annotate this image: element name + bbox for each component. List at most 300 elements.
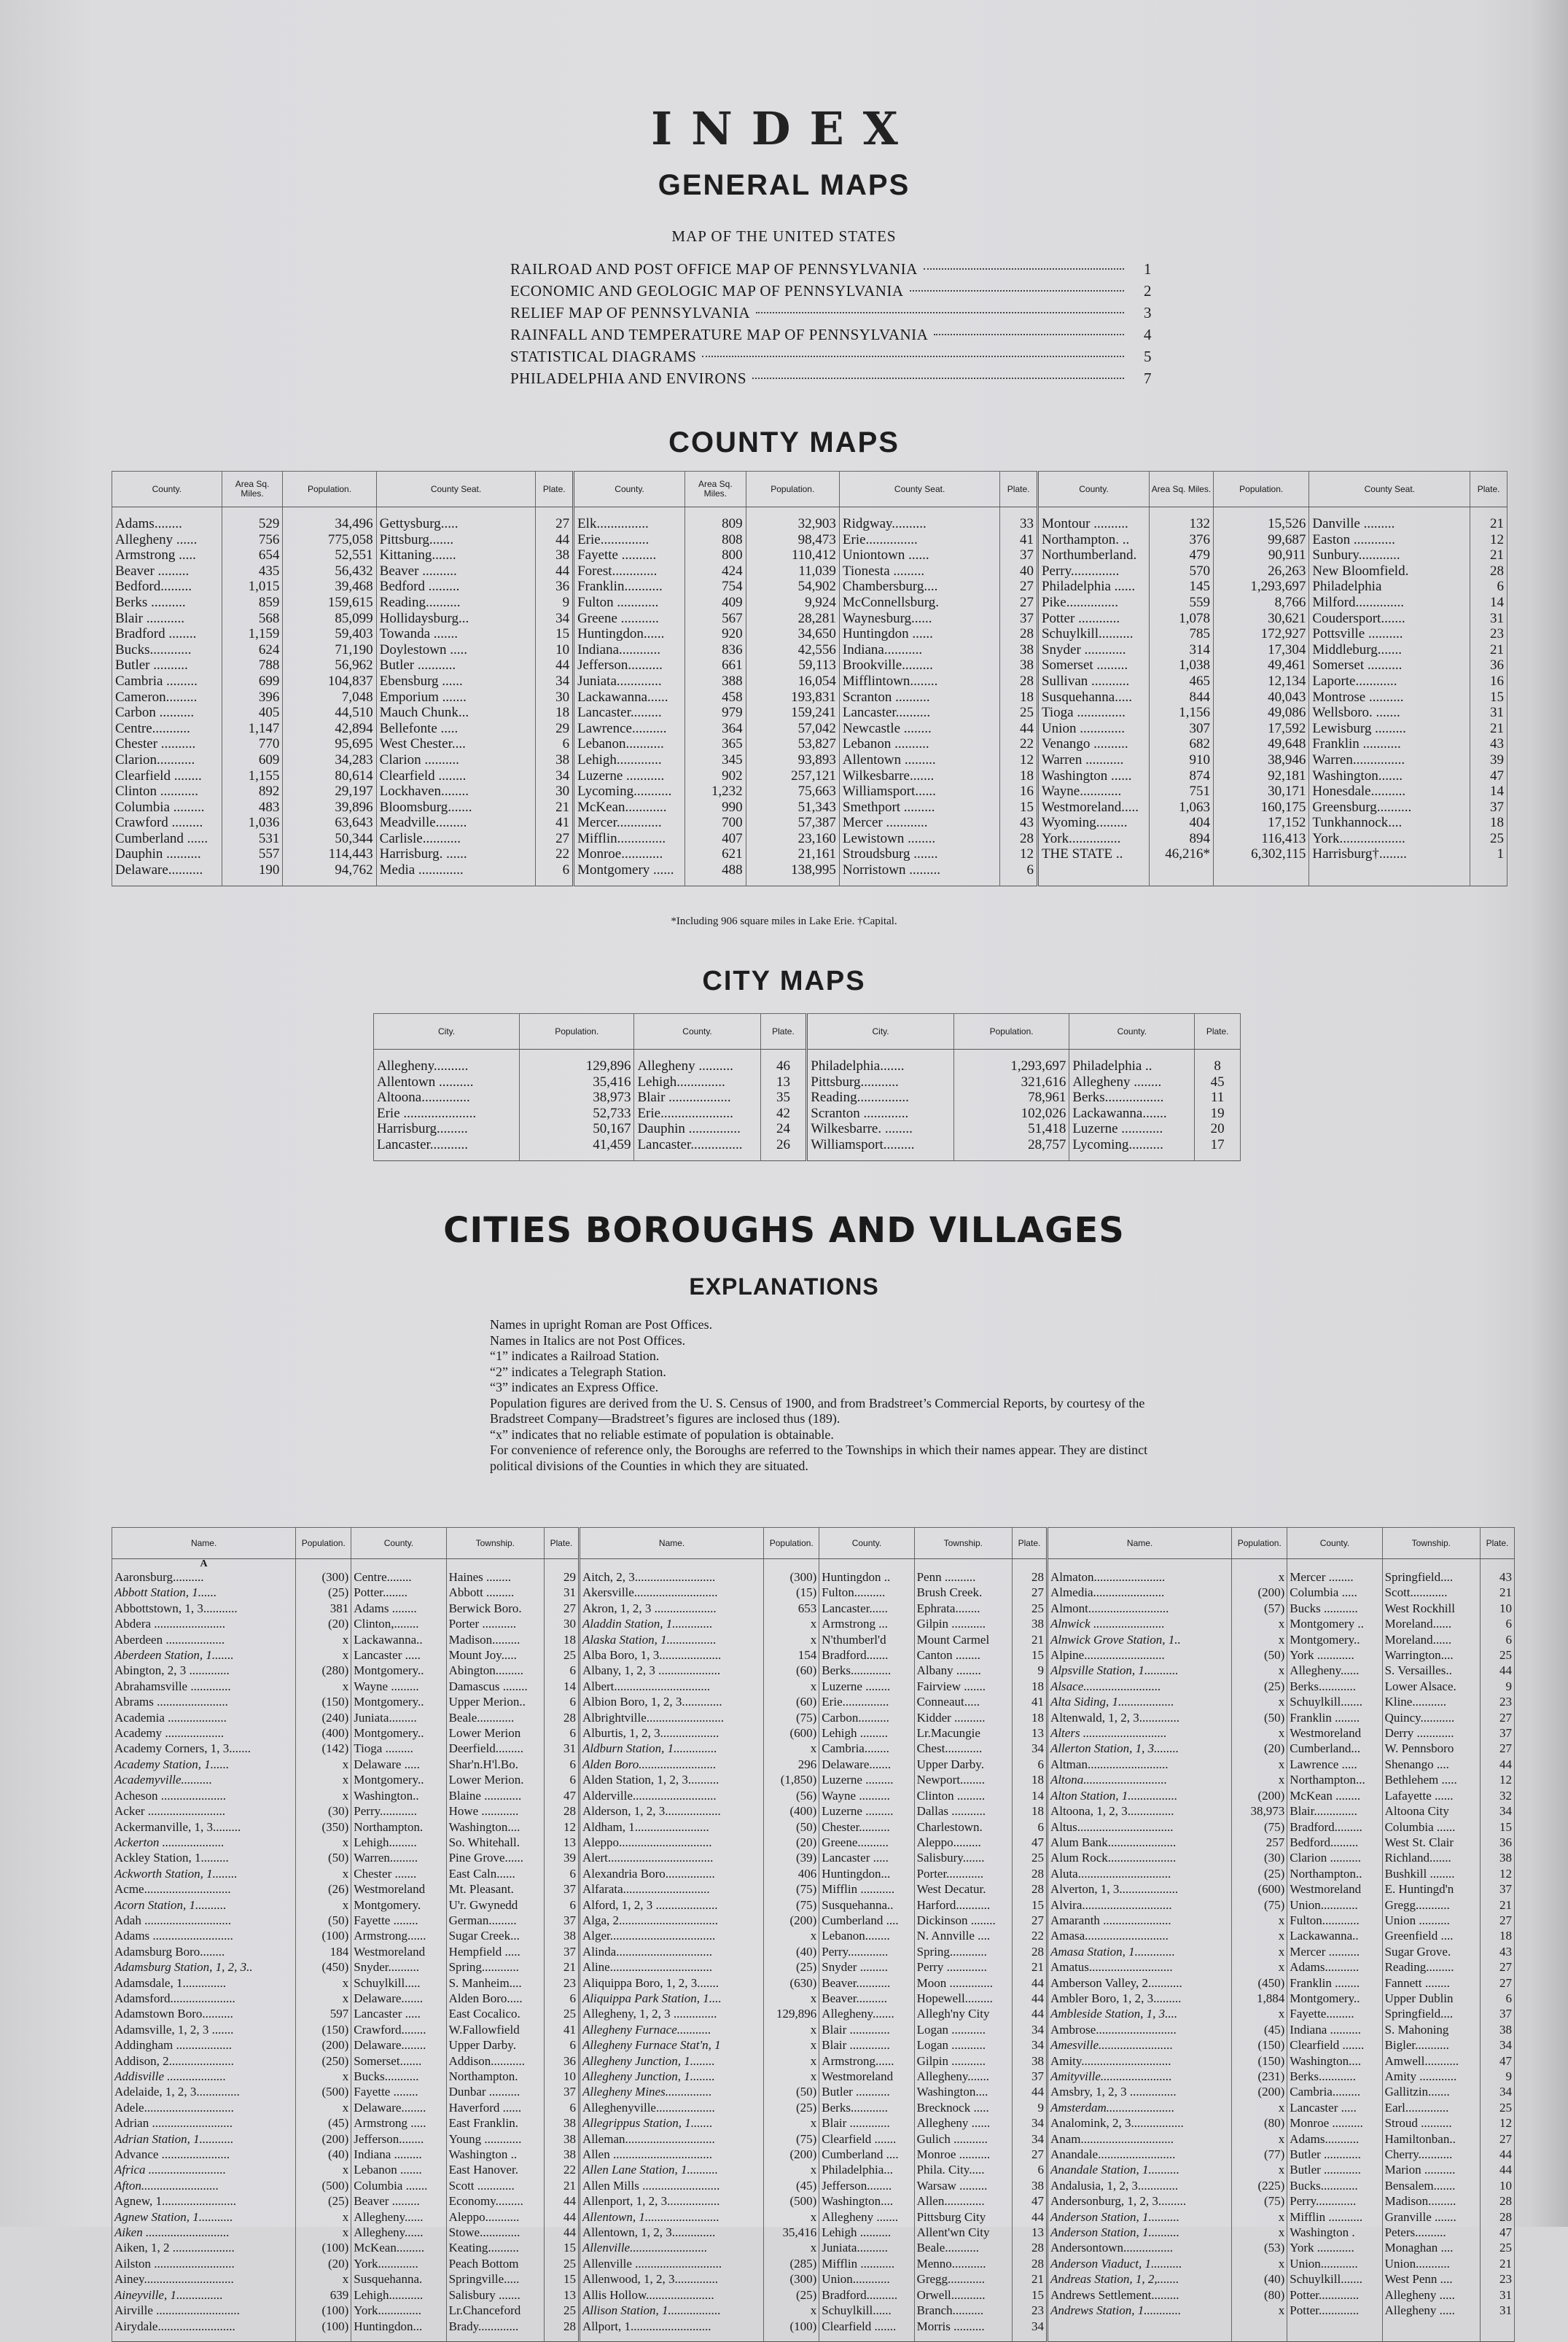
- table-cell: Moreland......: [1382, 1616, 1480, 1631]
- table-row: [112, 1803, 1515, 1819]
- table-cell: 27: [1481, 1710, 1515, 1725]
- table-cell: Brush Creek.: [914, 1585, 1012, 1600]
- spacer-cell: [819, 1559, 914, 1570]
- table-row: [112, 1772, 1515, 1787]
- table-cell: 49,648: [1213, 736, 1308, 752]
- table-cell: Alnwick Grove Station, 1..: [1047, 1632, 1231, 1647]
- table-cell: 874: [1150, 768, 1214, 784]
- column-header: Plate.: [536, 472, 574, 507]
- column-header: Name.: [1047, 1528, 1231, 1559]
- table-cell: Amwell...........: [1382, 2053, 1480, 2069]
- padding-cell: [351, 2334, 446, 2342]
- table-cell: 483: [222, 800, 283, 816]
- table-cell: 9: [536, 595, 574, 611]
- general-map-title: RAINFALL AND TEMPERATURE MAP OF PENNSYLVANIA: [510, 326, 929, 343]
- table-cell: Hamiltonban..: [1382, 2131, 1480, 2147]
- table-cell: 6: [545, 1897, 580, 1913]
- table-cell: Airville ...........................: [112, 2303, 296, 2318]
- table-cell: Alford, 1, 2, 3 ....................: [579, 1897, 763, 1913]
- table-cell: Aline.................................: [579, 1959, 763, 1975]
- table-cell: (30): [296, 1803, 351, 1819]
- table-cell: Cumberland ......: [112, 831, 222, 847]
- table-cell: Aitch, 2, 3..........................: [579, 1569, 763, 1585]
- table-cell: Mount Joy.....: [446, 1647, 544, 1663]
- table-cell: 12: [1481, 2115, 1515, 2131]
- table-row: [112, 2162, 1515, 2177]
- table-row: [112, 1694, 1515, 1709]
- table-cell: Dauphin ...............: [634, 1121, 760, 1137]
- table-cell: 35,416: [764, 2225, 819, 2240]
- table-cell: 34: [1013, 2131, 1048, 2147]
- table-cell: Indiana...........: [839, 642, 999, 658]
- table-cell: Alba Boro, 1, 3....................: [579, 1647, 763, 1663]
- table-cell: 25: [545, 2303, 580, 2318]
- table-cell: 624: [222, 642, 283, 658]
- table-cell: Allen ................................: [579, 2147, 763, 2162]
- column-header: City.: [807, 1014, 954, 1050]
- table-cell: 21: [1481, 1585, 1515, 1600]
- table-cell: Adele.............................: [112, 2100, 296, 2115]
- table-cell: Clearfield ........: [112, 768, 222, 784]
- table-cell: Bigler...........: [1382, 2037, 1480, 2053]
- table-cell: 435: [222, 563, 283, 579]
- table-cell: 1,063: [1150, 800, 1214, 816]
- table-row: [112, 2115, 1515, 2131]
- table-cell: Butler ...........: [376, 657, 536, 674]
- table-cell: Towanda .......: [376, 626, 536, 642]
- table-cell: Lebanon...........: [574, 736, 685, 752]
- spacer-cell: [1481, 1559, 1515, 1570]
- explanation-line: “3” indicates an Express Office.: [490, 1380, 659, 1394]
- table-cell: Emporium .......: [376, 690, 536, 706]
- table-cell: 34: [1481, 1803, 1515, 1819]
- table-row: [112, 1710, 1515, 1725]
- column-header: Population.: [953, 1014, 1069, 1050]
- table-cell: Alfarata............................: [579, 1881, 763, 1897]
- table-cell: Montgomery..: [351, 1772, 446, 1787]
- column-header: Township.: [1382, 1528, 1480, 1559]
- padding-cell: [807, 1153, 954, 1161]
- table-cell: 37: [545, 1944, 580, 1959]
- table-cell: Armstrong ...: [819, 1616, 914, 1631]
- table-cell: Amberson Valley, 2...........: [1047, 1975, 1231, 1991]
- table-row: [112, 831, 1507, 847]
- table-cell: 8: [1195, 1058, 1241, 1074]
- table-cell: [1481, 2319, 1515, 2334]
- table-cell: Fulton ............: [574, 595, 685, 611]
- table-cell: N'thumberl'd: [819, 1632, 914, 1647]
- table-cell: 7,048: [283, 690, 376, 706]
- table-cell: 30: [536, 784, 574, 800]
- table-cell: 36: [1470, 657, 1507, 674]
- table-cell: 6: [545, 1725, 580, 1741]
- table-cell: (200): [764, 1913, 819, 1928]
- table-cell: 28: [1481, 2193, 1515, 2209]
- table-cell: Springville.....: [446, 2271, 544, 2287]
- table-cell: 85,099: [283, 611, 376, 627]
- table-cell: 9: [1481, 1679, 1515, 1694]
- table-cell: 56,962: [283, 657, 376, 674]
- table-cell: 6: [545, 2037, 580, 2053]
- column-header: County.: [112, 472, 222, 507]
- table-cell: Philadelphia ......: [1037, 579, 1149, 595]
- table-cell: Aberdeen Station, 1.......: [112, 1647, 296, 1663]
- table-cell: 37: [1481, 1725, 1515, 1741]
- table-cell: 28: [1013, 2240, 1048, 2255]
- table-cell: Reading...............: [807, 1090, 954, 1106]
- table-cell: 39,468: [283, 579, 376, 595]
- table-cell: Berks.............: [819, 1663, 914, 1678]
- table-cell: Beaver..........: [819, 1991, 914, 2006]
- table-cell: Schuylkill.......: [1287, 1694, 1382, 1709]
- table-cell: Ambrose..........................: [1047, 2022, 1231, 2037]
- table-cell: 38: [545, 2115, 580, 2131]
- table-cell: Montgomery..: [351, 1694, 446, 1709]
- table-cell: 28: [1013, 1881, 1048, 1897]
- table-cell: 71,190: [283, 642, 376, 658]
- table-cell: 24: [760, 1121, 807, 1137]
- table-cell: 27: [1481, 1975, 1515, 1991]
- table-cell: 30,171: [1213, 784, 1308, 800]
- table-cell: Earl..............: [1382, 2100, 1480, 2115]
- table-cell: Andersonburg, 1, 2, 3.........: [1047, 2193, 1231, 2209]
- table-cell: Peach Bottom: [446, 2256, 544, 2271]
- table-cell: Bradford.........: [1287, 1819, 1382, 1835]
- table-cell: 27: [1013, 1585, 1048, 1600]
- table-cell: Allenville.........................: [579, 2240, 763, 2255]
- table-cell: Greensburg..........: [1309, 800, 1470, 816]
- table-cell: Anderson Viaduct, 1..........: [1047, 2256, 1231, 2271]
- table-cell: 920: [685, 626, 746, 642]
- table-cell: Chester..........: [819, 1819, 914, 1835]
- table-cell: Amatus...........................: [1047, 1959, 1231, 1975]
- table-cell: 38,973: [1232, 1803, 1287, 1819]
- table-row: [112, 705, 1507, 721]
- table-cell: Allegheny ......: [112, 532, 222, 548]
- table-cell: Adams...........: [1287, 1959, 1382, 1975]
- table-cell: Butler ..........: [112, 657, 222, 674]
- table-cell: Lehigh.............: [574, 752, 685, 768]
- spacer-cell: [222, 507, 283, 517]
- padding-cell: [1195, 1153, 1241, 1161]
- table-row: [112, 815, 1507, 831]
- table-cell: Lewisburg .........: [1309, 721, 1470, 737]
- table-cell: 57,387: [746, 815, 839, 831]
- table-cell: x: [296, 1757, 351, 1772]
- table-cell: Franklin...........: [574, 579, 685, 595]
- general-map-entry: [510, 260, 1152, 282]
- table-cell: Greene ...........: [574, 611, 685, 627]
- table-cell: 41: [1013, 1694, 1048, 1709]
- table-cell: 34,283: [283, 752, 376, 768]
- table-cell: Acheson .....................: [112, 1788, 296, 1803]
- table-cell: x: [764, 2240, 819, 2255]
- table-cell: 37: [1481, 1881, 1515, 1897]
- table-cell: Bucks............: [1287, 2178, 1382, 2193]
- table-cell: x: [1232, 2100, 1287, 2115]
- table-cell: 28,757: [953, 1137, 1069, 1153]
- table-cell: 894: [1150, 831, 1214, 847]
- table-cell: York ............: [1287, 2240, 1382, 2255]
- table-cell: x: [1232, 1725, 1287, 1741]
- table-cell: x: [296, 1975, 351, 1991]
- table-cell: Mercer ........: [1287, 1569, 1382, 1585]
- table-cell: Abrahamsville .............: [112, 1679, 296, 1694]
- table-cell: Alburtis, 1, 2, 3...................: [579, 1725, 763, 1741]
- table-cell: 12: [1481, 1772, 1515, 1787]
- table-cell: 25: [1013, 1601, 1048, 1616]
- table-cell: Waynesburg......: [839, 611, 999, 627]
- table-cell: 31: [1470, 705, 1507, 721]
- table-cell: (25): [1232, 1679, 1287, 1694]
- table-cell: 23: [1470, 626, 1507, 642]
- table-cell: Beaver ..........: [376, 563, 536, 579]
- table-cell: (200): [1232, 1788, 1287, 1803]
- table-cell: Altona...........................: [1047, 1772, 1231, 1787]
- table-cell: (45): [1232, 2022, 1287, 2037]
- table-cell: 44: [545, 2225, 580, 2240]
- table-cell: 42,556: [746, 642, 839, 658]
- spacer-cell: [536, 507, 574, 517]
- table-row: [112, 721, 1507, 737]
- table-cell: x: [764, 1679, 819, 1694]
- table-cell: 34: [1013, 2115, 1048, 2131]
- table-cell: Aldburn Station, 1..............: [579, 1741, 763, 1756]
- table-row: [112, 1897, 1515, 1913]
- table-cell: 30,621: [1213, 611, 1308, 627]
- table-cell: 682: [1150, 736, 1214, 752]
- table-cell: 57,042: [746, 721, 839, 737]
- table-cell: 27: [536, 831, 574, 847]
- table-cell: Academy Corners, 1, 3.......: [112, 1741, 296, 1756]
- table-row: [112, 2225, 1515, 2240]
- table-cell: Chest............: [914, 1741, 1012, 1756]
- table-row: [112, 2022, 1515, 2037]
- table-cell: Shenango ....: [1382, 1757, 1480, 1772]
- table-cell: 36: [545, 2053, 580, 2069]
- table-cell: Washington..: [351, 1788, 446, 1803]
- table-cell: 25: [1000, 705, 1038, 721]
- table-cell: Gettysburg.....: [376, 516, 536, 532]
- table-cell: 18: [1000, 768, 1038, 784]
- city-maps-heading: CITY MAPS: [702, 966, 866, 996]
- table-row: [112, 1959, 1515, 1975]
- table-cell: Fayette.........: [1287, 2006, 1382, 2021]
- table-cell: Alden Boro.....: [446, 1991, 544, 2006]
- general-map-plate: 4: [1144, 326, 1152, 343]
- table-cell: (231): [1232, 2069, 1287, 2084]
- table-cell: Reading..........: [376, 595, 536, 611]
- table-cell: Lancaster.........: [574, 705, 685, 721]
- explanations-heading: EXPLANATIONS: [689, 1273, 879, 1300]
- table-cell: Adamsville, 1, 2, 3 .......: [112, 2022, 296, 2037]
- table-cell: 345: [685, 752, 746, 768]
- table-cell: Warren ...........: [1037, 752, 1149, 768]
- table-cell: 31: [545, 1741, 580, 1756]
- table-row: [112, 657, 1507, 674]
- table-cell: Centre........: [351, 1569, 446, 1585]
- table-cell: Delaware.......: [351, 1991, 446, 2006]
- table-cell: Brady.............: [446, 2319, 544, 2334]
- table-cell: 13: [545, 1835, 580, 1850]
- table-cell: Milford..............: [1309, 595, 1470, 611]
- table-cell: 18: [1000, 690, 1038, 706]
- table-cell: Acker .........................: [112, 1803, 296, 1819]
- table-cell: 35,416: [520, 1074, 634, 1090]
- table-cell: Media .............: [376, 862, 536, 878]
- table-cell: Abbottstown, 1, 3...........: [112, 1601, 296, 1616]
- table-cell: Upper Darby.: [446, 2037, 544, 2053]
- table-cell: 754: [685, 579, 746, 595]
- table-cell: Marion ..........: [1382, 2162, 1480, 2177]
- table-cell: German.........: [446, 1913, 544, 1928]
- table-cell: 18: [1013, 1772, 1048, 1787]
- table-cell: Erie...............: [839, 532, 999, 548]
- table-cell: Mauch Chunk...: [376, 705, 536, 721]
- table-cell: 18: [1013, 1710, 1048, 1725]
- table-cell: [1382, 2319, 1480, 2334]
- table-cell: Montgomery ..: [1287, 1616, 1382, 1631]
- table-cell: Schuylkill.......: [1287, 2271, 1382, 2287]
- table-cell: 15: [1481, 1819, 1515, 1835]
- table-cell: 18: [1470, 815, 1507, 831]
- table-cell: (20): [296, 2256, 351, 2271]
- general-maps-heading: GENERAL MAPS: [658, 169, 910, 201]
- table-cell: U'r. Gwynedd: [446, 1897, 544, 1913]
- table-cell: Stowe.............: [446, 2225, 544, 2240]
- table-cell: Adamsford.....................: [112, 1991, 296, 2006]
- table-cell: Harford...........: [914, 1897, 1012, 1913]
- padding-cell: [1481, 2334, 1515, 2342]
- table-cell: Allentown ..........: [374, 1074, 520, 1090]
- table-cell: 17,592: [1213, 721, 1308, 737]
- table-cell: Jefferson........: [819, 2178, 914, 2193]
- table-cell: 30: [545, 1616, 580, 1631]
- table-cell: 47: [1013, 1835, 1048, 1850]
- table-cell: Deerfield.........: [446, 1741, 544, 1756]
- padding-cell: [574, 878, 685, 886]
- table-cell: Airydale.........................: [112, 2319, 296, 2334]
- spacer-cell: [545, 1559, 580, 1570]
- table-cell: Bedford.........: [112, 579, 222, 595]
- table-cell: Spring............: [914, 1944, 1012, 1959]
- table-cell: Perry..............: [1037, 563, 1149, 579]
- table-cell: Allport, 1..........................: [579, 2319, 763, 2334]
- table-cell: 1,232: [685, 784, 746, 800]
- table-cell: Philadelphia...: [819, 2162, 914, 2177]
- table-cell: 28: [1013, 1569, 1048, 1585]
- table-cell: Dunbar ..........: [446, 2084, 544, 2099]
- table-cell: Amasa Station, 1.............: [1047, 1944, 1231, 1959]
- column-header: County Seat.: [376, 472, 536, 507]
- padding-cell: [545, 2334, 580, 2342]
- table-cell: Potter.............: [1287, 2287, 1382, 2303]
- table-cell: 104,837: [283, 674, 376, 690]
- table-cell: Danville .........: [1309, 516, 1470, 532]
- table-cell: McKean............: [574, 800, 685, 816]
- table-cell: x: [296, 1897, 351, 1913]
- page-binding-edge: [1528, 0, 1568, 2227]
- padding-cell: [1309, 878, 1470, 886]
- table-cell: Aberdeen ...................: [112, 1632, 296, 1647]
- table-cell: (50): [296, 1850, 351, 1865]
- table-cell: Harrisburg.........: [374, 1121, 520, 1137]
- table-cell: Lancaster .....: [351, 2006, 446, 2021]
- table-cell: Aleppo..............................: [579, 1835, 763, 1850]
- table-cell: 44: [1013, 1975, 1048, 1991]
- table-cell: (20): [764, 1835, 819, 1850]
- table-cell: Anderson Station, 1..........: [1047, 2209, 1231, 2225]
- table-cell: Carbon ..........: [112, 705, 222, 721]
- table-cell: Warrington....: [1382, 1647, 1480, 1663]
- padding-cell: [374, 1153, 520, 1161]
- column-header: Population.: [1213, 472, 1308, 507]
- table-row: [112, 2178, 1515, 2193]
- table-cell: 10: [1481, 2178, 1515, 2193]
- united-states-map-entry: MAP OF THE UNITED STATES: [671, 227, 897, 245]
- table-cell: (15): [764, 1585, 819, 1600]
- table-cell: Snyder..........: [351, 1959, 446, 1975]
- table-cell: (57): [1232, 1601, 1287, 1616]
- table-cell: (100): [296, 1928, 351, 1943]
- column-header: County.: [574, 472, 685, 507]
- column-header: Plate.: [1470, 472, 1507, 507]
- table-cell: 129,896: [520, 1058, 634, 1074]
- spacer-cell: [1309, 507, 1470, 517]
- table-cell: Fayette ........: [351, 2084, 446, 2099]
- table-cell: Sunbury............: [1309, 547, 1470, 563]
- table-cell: 44: [536, 657, 574, 674]
- table-cell: 25: [1481, 2240, 1515, 2255]
- table-cell: 28: [545, 1803, 580, 1819]
- table-cell: 23: [545, 1975, 580, 1991]
- table-row: [112, 752, 1507, 768]
- table-cell: Ackerton ....................: [112, 1835, 296, 1850]
- table-cell: x: [296, 2069, 351, 2084]
- table-cell: Berwick Boro.: [446, 1601, 544, 1616]
- table-cell: Perry.............: [819, 1944, 914, 1959]
- table-cell: Huntingdon...: [819, 1866, 914, 1881]
- table-cell: 22: [1000, 736, 1038, 752]
- table-cell: Allegheny Furnace...........: [579, 2022, 763, 2037]
- table-cell: 25: [1470, 831, 1507, 847]
- table-cell: 94,762: [283, 862, 376, 878]
- end-padding-row: [112, 2334, 1515, 2342]
- table-cell: Lr.Chanceford: [446, 2303, 544, 2318]
- table-cell: 50,344: [283, 831, 376, 847]
- table-cell: Salisbury.......: [914, 1850, 1012, 1865]
- table-cell: 25: [545, 2256, 580, 2271]
- table-cell: 27: [1013, 1913, 1048, 1928]
- table-cell: 34: [536, 674, 574, 690]
- table-cell: Pike...............: [1037, 595, 1149, 611]
- table-cell: 6: [545, 1991, 580, 2006]
- table-cell: Allegh'ny City: [914, 2006, 1012, 2021]
- table-cell: Wilkesbarre. ........: [807, 1121, 954, 1137]
- table-cell: Middleburg.......: [1309, 642, 1470, 658]
- table-cell: 59,113: [746, 657, 839, 674]
- table-cell: Sullivan ...........: [1037, 674, 1149, 690]
- padding-cell: [446, 2334, 544, 2342]
- table-cell: East Cocalico.: [446, 2006, 544, 2021]
- explanation-line: Names in upright Roman are Post Offices.: [490, 1317, 713, 1332]
- table-cell: Westmoreland: [351, 1944, 446, 1959]
- table-cell: Juniata.............: [574, 674, 685, 690]
- dot-leader: [910, 290, 1124, 292]
- table-cell: (400): [764, 1803, 819, 1819]
- table-cell: Easton ............: [1309, 532, 1470, 548]
- table-cell: Bradford.......: [819, 1647, 914, 1663]
